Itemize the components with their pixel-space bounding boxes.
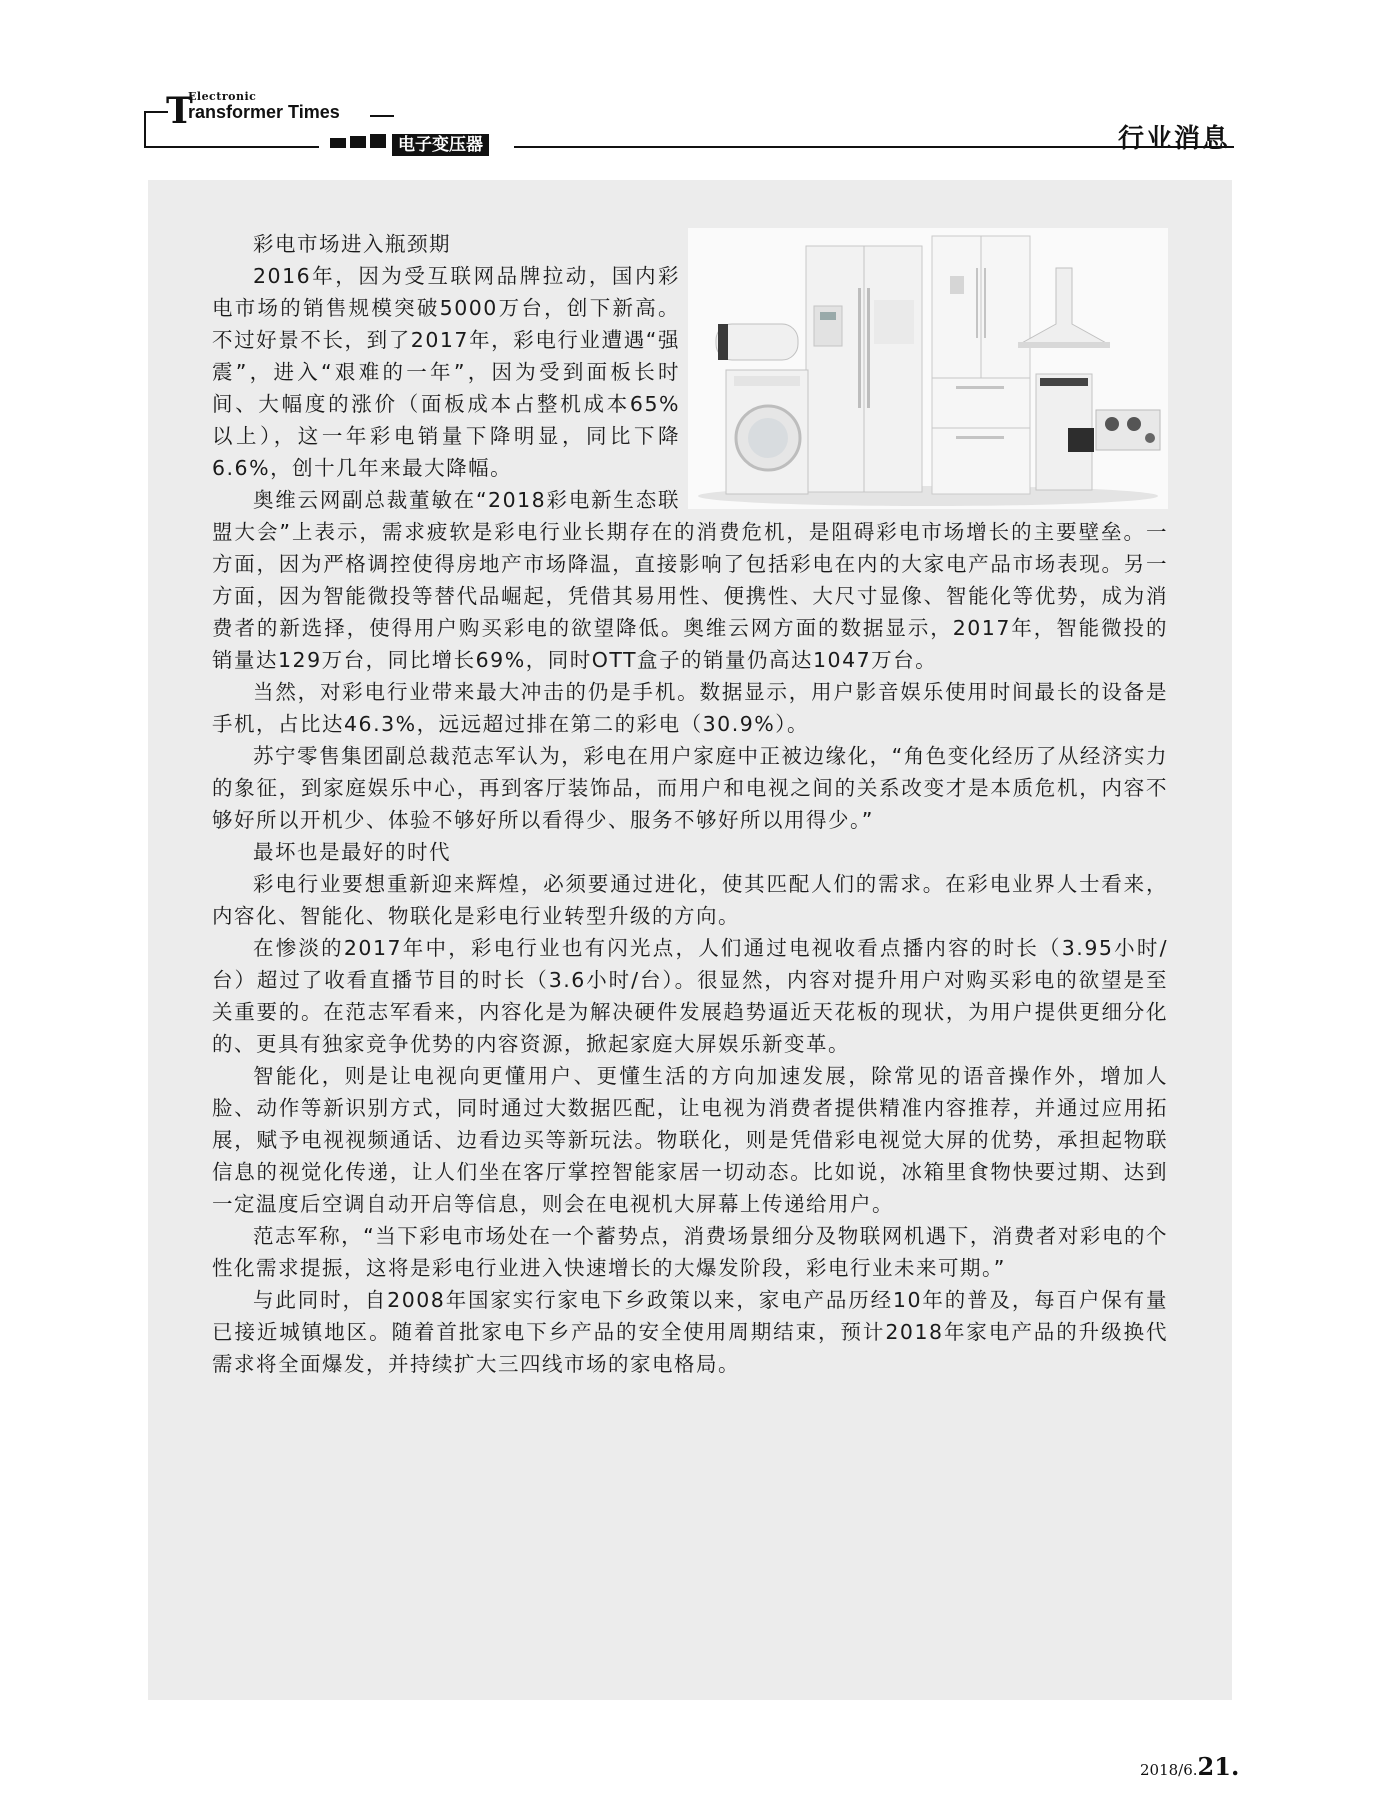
paragraph: 范志军称，“当下彩电市场处在一个蓄势点，消费场景细分及物联网机遇下，消费者对彩电的个性化需求提振，这将是彩电行业进入快速增长的大爆发阶段，彩电行业未来可期。”	[212, 1224, 1168, 1280]
paragraph: 2016年，因为受互联网品牌拉动，国内彩电市场的销售规模突破5000万台，创下新高。不过好景不长，到了2017年，彩电行业遭遇“强震”，进入“艰难的一年”，因为受到面板长时间、大幅度的涨价（面板成本占整机成本65%以上），这一年彩电销量下降明显，同比下降6.6%，创十几年来最大降幅。	[212, 264, 680, 480]
logo-electronic: Electronic	[188, 90, 257, 103]
article-panel	[148, 180, 1232, 1700]
page-number: 21.	[1197, 1752, 1240, 1781]
masthead-logo	[144, 90, 1234, 160]
logo-initial: T	[166, 90, 193, 132]
logo-underline	[144, 146, 319, 148]
paragraph: 在惨淡的2017年中，彩电行业也有闪光点，人们通过电视收看点播内容的时长（3.95小时/台）超过了收看直播节目的时长（3.6小时/台）。很显然，内容对提升用户对购买彩电的欲望是至关重要的。在范志军看来，内容化是为解决硬件发展趋势逼近天花板的现状，为用户提供更细分化的、更具有独家竞争优势的内容资源，掀起家庭大屏娱乐新变革。	[212, 936, 1168, 1056]
paragraph: 彩电行业要想重新迎来辉煌，必须要通过进化，使其匹配人们的需求。在彩电业界人士看来，内容化、智能化、物联化是彩电行业转型升级的方向。	[212, 872, 1168, 928]
page-footer	[1140, 1752, 1239, 1781]
logo-frame-line	[144, 112, 146, 146]
article-body	[212, 228, 1168, 1380]
logo-dash	[370, 115, 394, 117]
appliances-image	[688, 228, 1168, 509]
issue-date: 2018/6.	[1140, 1761, 1198, 1779]
paragraph: 奥维云网副总裁董敏在“2018彩电新生态联盟大会”上表示，需求疲软是彩电行业长期存在的消费危机，是阻碍彩电市场增长的主要壁垒。一方面，因为严格调控使得房地产市场降温，直接影响了包括彩电在内的大家电产品市场表现。另一方面，因为智能微投等替代品崛起，凭借其易用性、便携性、大尺寸显像、智能化等优势，成为消费者的新选择，使得用户购买彩电的欲望降低。奥维云网方面的数据显示，2017年，智能微投的销量达129万台，同比增长69%，同时OTT盒子的销量仍高达1047万台。	[212, 488, 1168, 672]
paragraph: 智能化，则是让电视向更懂用户、更懂生活的方向加速发展，除常见的语音操作外，增加人脸、动作等新识别方式，同时通过大数据匹配，让电视为消费者提供精准内容推荐，并通过应用拓展，赋予电视视频通话、边看边买等新玩法。物联化，则是凭借彩电视觉大屏的优势，承担起物联信息的视觉化传递，让人们坐在客厅掌控智能家居一切动态。比如说，冰箱里食物快要过期、达到一定温度后空调自动开启等信息，则会在电视机大屏幕上传递给用户。	[212, 1064, 1168, 1216]
section-heading: 彩电市场进入瓶颈期	[253, 232, 451, 256]
logo-cn-badge: 电子变压器	[392, 134, 489, 156]
section-heading: 最坏也是最好的时代	[253, 840, 451, 864]
paragraph: 当然，对彩电行业带来最大冲击的仍是手机。数据显示，用户影音娱乐使用时间最长的设备是手机，占比达46.3%，远远超过排在第二的彩电（30.9%）。	[212, 680, 1168, 736]
section-title: 行业消息	[1118, 124, 1231, 154]
paragraph: 与此同时，自2008年国家实行家电下乡政策以来，家电产品历经10年的普及，每百户保有量已接近城镇地区。随着首批家电下乡产品的安全使用周期结束，预计2018年家电产品的升级换代需求将全面爆发，并持续扩大三四线市场的家电格局。	[212, 1288, 1168, 1376]
paragraph: 苏宁零售集团副总裁范志军认为，彩电在用户家庭中正被边缘化，“角色变化经历了从经济实力的象征，到家庭娱乐中心，再到客厅装饰品，而用户和电视之间的关系改变才是本质危机，内容不够好所以开机少、体验不够好所以看得少、服务不够好所以用得少。”	[212, 744, 1168, 832]
logo-frame-line	[144, 111, 168, 113]
logo-title: ransformer Times	[188, 102, 340, 122]
